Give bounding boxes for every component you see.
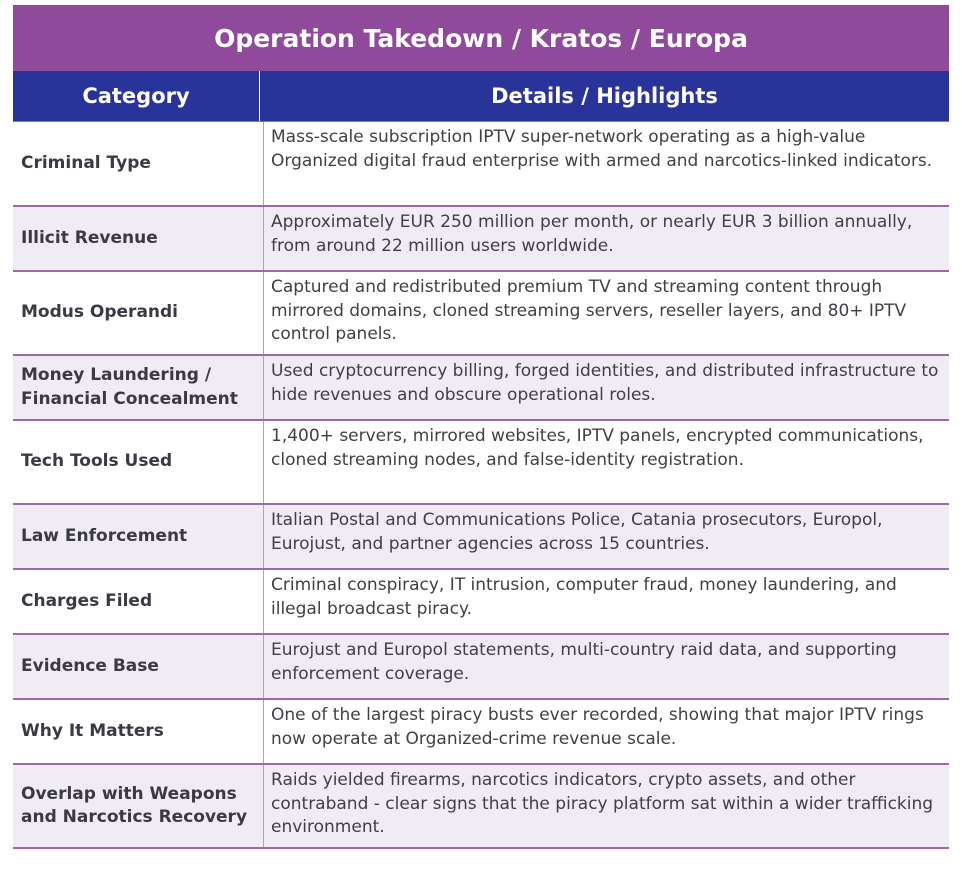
row-details: Captured and redistributed premium TV and streaming content through mirrored domains, cloned streaming servers, reseller layers, and 80+ IPTV control panels. (271, 277, 907, 344)
row-category: Why It Matters (13, 700, 264, 763)
row-details: 1,400+ servers, mirrored websites, IPTV panels, encrypted communications, cloned streaming nodes, and false-identity registration. (271, 426, 924, 470)
header-details: Details / Highlights (491, 84, 718, 108)
table-row (13, 570, 949, 635)
row-details: Criminal conspiracy, IT intrusion, computer fraud, money laundering, and illegal broadcast piracy. (271, 575, 897, 619)
row-category: Charges Filed (13, 570, 264, 633)
row-category: Overlap with Weapons and Narcotics Recovery (13, 765, 264, 847)
row-category: Tech Tools Used (13, 421, 264, 503)
row-details: Used cryptocurrency billing, forged identities, and distributed infrastructure to hide revenues and obscure operational roles. (271, 361, 939, 405)
table-row (13, 421, 949, 505)
row-details: Eurojust and Europol statements, multi-country raid data, and supporting enforcement coverage. (271, 640, 897, 684)
row-details: Raids yielded firearms, narcotics indicators, crypto assets, and other contraband - clear signs that the piracy platform sat within a wider trafficking environment. (271, 770, 934, 837)
table-row (13, 207, 949, 272)
table-row (13, 122, 949, 207)
row-details: Mass-scale subscription IPTV super-network operating as a high-value Organized digital fraud enterprise with armed and narcotics-linked indicators. (271, 127, 933, 171)
row-category: Law Enforcement (13, 505, 264, 568)
row-details: One of the largest piracy busts ever recorded, showing that major IPTV rings now operate at Organized-crime revenue scale. (271, 705, 924, 749)
summary-table (13, 5, 949, 849)
header-category: Category (13, 71, 260, 121)
table-header-row (13, 71, 949, 122)
row-category: Money Laundering / Financial Concealment (13, 356, 264, 419)
table-title: Operation Takedown / Kratos / Europa (13, 5, 949, 71)
row-details: Approximately EUR 250 million per month, or nearly EUR 3 billion annually, from around 22 million users worldwide. (271, 212, 913, 256)
row-details: Italian Postal and Communications Police, Catania prosecutors, Europol, Eurojust, and partner agencies across 15 countries. (271, 510, 883, 554)
table-row (13, 700, 949, 765)
row-category: Evidence Base (13, 635, 264, 698)
table-row (13, 356, 949, 421)
table-row (13, 635, 949, 700)
table-row (13, 765, 949, 849)
table-row (13, 505, 949, 570)
row-category: Modus Operandi (13, 272, 264, 354)
row-category: Criminal Type (13, 122, 264, 205)
row-category: Illicit Revenue (13, 207, 264, 270)
table-row (13, 272, 949, 356)
